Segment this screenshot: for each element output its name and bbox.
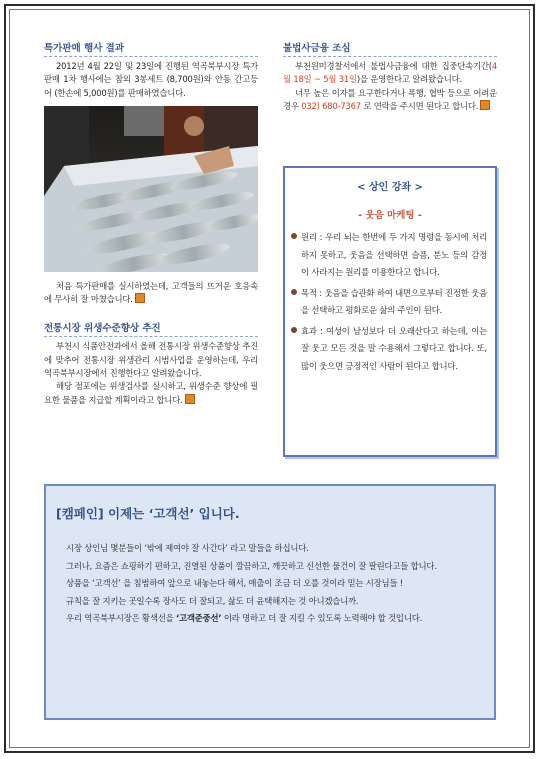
contact-phone-number: 032) 680-7367: [301, 100, 361, 111]
laughter-marketing-subtitle: - 웃음 마케팅 -: [358, 210, 422, 221]
campaign-line-5: 우리 역곡북부시장은 황색선을 ‘고객준중선’ 이라 명하고 더 잘 지킬 수 있도록 노력해야 할 것입니다.: [66, 613, 423, 623]
market-photo-illustration: [44, 106, 258, 272]
bullet-dot-icon: [291, 233, 297, 239]
special-sale-paragraph: 2012년 4월 22일 및 23일에 진행된 역곡북부시장 특가판매 1차 행사에는 참외 3봉세트 (8,700원)와 안동 간고등어 (한손에 5,000원)를 판매하였습니다.: [44, 61, 258, 98]
merchant-lecture-title: < 상인 강좌 >: [357, 182, 423, 193]
bullet-dot-icon: [291, 289, 297, 295]
merchant-lecture-box: [283, 166, 497, 457]
end-mark-icon: [185, 394, 195, 404]
campaign-body: [66, 540, 480, 628]
market-stall-photo: [44, 106, 258, 272]
lecture-bullet-effect: 효과 : 여성이 남성보다 더 오래산다고 하는데, 이는 잘 웃고 모든 것을 말 수용해서 그렇다고 합니다. 또, 많이 웃으면 긍정적인 사람이 된다고 합니다.: [291, 323, 487, 376]
campaign-line-3: 상품을 ‘고객선’ 을 침범하여 앞으로 내놓는다 해서, 매출이 조금 더 오를 것이라 믿는 시장님들 !: [66, 578, 403, 588]
hygiene-paragraph-1: 부천시 식품안전과에서 올해 전통시장 위생수준향상 추진에 맞추어 전통시장 위생관리 시범사업을 운영하는데, 우리 역곡북부시장에서 진행한다고 알려왔습니다.: [44, 341, 258, 379]
hygiene-paragraph-2: 해당 점포에는 위생검사를 실시하고, 위생수준 향상에 필요한 물품을 지급할 계획이라고 합니다.: [44, 381, 258, 405]
campaign-box: [44, 484, 496, 720]
campaign-title: [캠페인] 이제는 ‘고객선’ 입니다.: [56, 506, 240, 521]
bullet-dot-icon: [291, 327, 297, 333]
campaign-line-4: 규칙을 잘 지키는 곳일수록 장사도 더 잘되고, 삶도 더 윤택해지는 것 아니겠습니까.: [66, 595, 359, 606]
section-title-special-sale: 특가판매 행사 결과: [44, 40, 258, 57]
lecture-bullet-purpose: 목적 : 웃음을 습관화 하여 내면으로부터 진정한 웃음을 선택하고 평화로운 삶의 주인이 된다.: [291, 285, 487, 320]
left-column: [44, 40, 258, 407]
campaign-line-1: 시장 상인님 몇분들이 ‘밖에 제여야 잘 사간다’ 라고 말들을 하십니다.: [66, 543, 309, 553]
end-mark-icon: [135, 293, 145, 303]
section-title-illegal-loans: 불법사금융 조심: [283, 40, 497, 57]
lecture-bullet-principle: 원리 : 우리 뇌는 한번에 두 가지 명령을 동시에 처리하지 못하고, 웃음을 선택하면 슬픔, 분노 등의 감정이 사라지는 원리를 이용한다고 합니다.: [291, 229, 487, 282]
end-mark-icon: [480, 100, 490, 110]
hygiene-section: [44, 320, 258, 406]
section-title-hygiene: 전통시장 위생수준향상 추진: [44, 320, 258, 337]
illegal-loans-paragraph-1: 부천원미경찰서에서 불법사금융에 대한 집중단속기간(4월 18일 ~ 5월 31일)을 운영한다고 알려왔습니다.: [283, 61, 497, 85]
campaign-line-2: 그러나, 요즘은 쇼핑하기 편하고, 진열된 상품이 깔끔하고, 깨끗하고 신선한 물건이 잘 팔린다고들 합니다.: [66, 560, 437, 571]
right-column: [283, 40, 497, 113]
special-sale-result-paragraph: 처음 특가판매를 실시하였는데, 고객들의 뜨거운 호응속에 무사히 잘 마쳤습니다.: [44, 280, 258, 305]
customer-line-term: ‘고객준중선’: [175, 613, 222, 623]
crackdown-period: 4월 18일 ~ 5월 31일: [283, 61, 497, 85]
illegal-loans-paragraph-2: 너무 높은 이자를 요구한다거나 폭행, 협박 등으로 어려운 경우 032) 680-7367 로 연락을 주시면 된다고 합니다.: [283, 87, 497, 111]
